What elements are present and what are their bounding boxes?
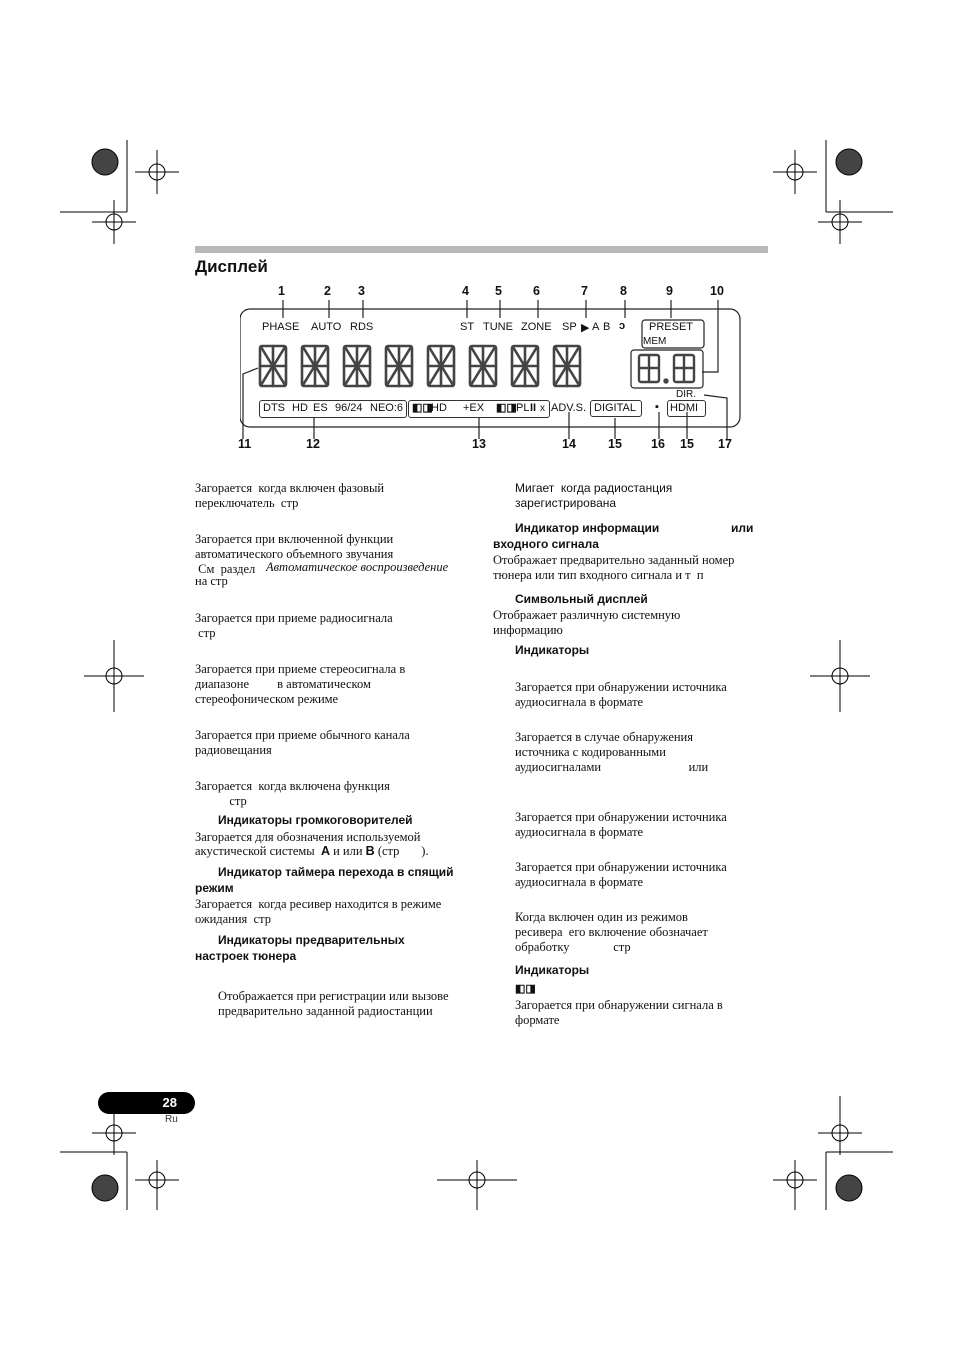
ind-mem: MEM <box>643 336 667 347</box>
desc-12d: Загорается при обнаружении источника аудиосигнала в формате <box>515 860 727 889</box>
ind-advs: ADV.S. <box>551 402 587 414</box>
desc-7b-b: B <box>365 844 375 858</box>
ind-dir: DIR. <box>676 389 696 400</box>
callout-8: 8 <box>620 284 627 298</box>
callout-9: 9 <box>666 284 673 298</box>
callout-12: 12 <box>306 437 320 451</box>
ind-pl: PL <box>516 402 530 414</box>
speaker-arrow-icon: ▶ <box>581 322 590 334</box>
callout-13: 13 <box>472 437 486 451</box>
ind-ex: +EX <box>463 402 485 414</box>
preset-digits <box>636 352 701 386</box>
desc-12c: Загорается при обнаружении источника аудиосигнала в формате <box>515 810 727 839</box>
heading-info-2: входного сигнала <box>493 537 599 551</box>
callout-16: 16 <box>651 437 665 451</box>
desc-13: Загорается при обнаружении сигнала в формате <box>515 998 723 1027</box>
desc-7b-3: (стр ). <box>374 844 429 858</box>
ind-b: B <box>603 321 611 333</box>
desc-7b-2: и или <box>329 844 366 858</box>
ind-zone: ZONE <box>521 321 552 333</box>
ind-digital: DIGITAL <box>594 402 636 414</box>
callout-10: 10 <box>710 284 724 298</box>
ind-96-24: 96/24 <box>335 402 363 414</box>
desc-12b: Загорается в случае обнаружения источника с кодированными аудиосигналами или <box>515 730 709 774</box>
callout-15a: 15 <box>608 437 622 451</box>
callout-7: 7 <box>581 284 588 298</box>
callout-2: 2 <box>324 284 331 298</box>
header-bar <box>195 246 768 253</box>
ind-dts: DTS <box>263 402 285 414</box>
ind-st: ST <box>460 321 475 333</box>
desc-12a: Загорается при обнаружении источника аудиосигнала в формате <box>515 680 727 709</box>
ind-pl2: II <box>530 402 537 414</box>
heading-info-or: или <box>731 521 754 535</box>
callout-11: 11 <box>238 437 252 451</box>
callout-3: 3 <box>358 284 365 298</box>
segment-digits <box>257 343 592 393</box>
callout-5: 5 <box>495 284 502 298</box>
callout-4: 4 <box>462 284 469 298</box>
sleep-icon: ↄ <box>619 320 626 332</box>
desc-11: Отображает различную системную информацию <box>493 608 681 637</box>
heading-info: Индикатор информации <box>515 521 660 535</box>
desc-9: Отображается при регистрации или вызове предварительно заданной радиостанции <box>218 989 449 1018</box>
page-lang: Ru <box>165 1114 178 1125</box>
ind-neo6: NEO:6 <box>370 402 404 414</box>
ind-hdmi: HDMI <box>670 402 699 414</box>
page-number-badge: 28 <box>98 1092 195 1114</box>
desc-4: Загорается при приеме стереосигнала в диапазоне в автоматическом стереофоническом режиме <box>195 662 406 706</box>
desc-7a: Загорается для обозначения используемой <box>195 830 421 844</box>
ind-dd-hd: HD <box>431 402 447 414</box>
dolby-mark-icon: ◧◨ <box>515 983 536 995</box>
desc-2: Загорается при включенной функции автоматического объемного звучания См раздел <box>195 532 394 576</box>
desc-5: Загорается при приеме обычного канала радиовещания <box>195 728 410 757</box>
desc-14: Когда включен один из режимов ресивера его включение обозначает обработку стр <box>515 910 708 954</box>
ind-preset: PRESET <box>649 321 694 333</box>
callout-14: 14 <box>562 437 576 451</box>
dolby-icon: ◧◨ <box>412 402 433 414</box>
heading-indicators-1: Индикаторы <box>515 643 590 657</box>
heading-indicators-2: Индикаторы <box>515 963 590 977</box>
desc-7b-a: A <box>320 844 330 858</box>
callout-1: 1 <box>278 284 285 298</box>
page-title: Дисплей <box>195 257 268 276</box>
callout-17: 17 <box>718 437 732 451</box>
callout-6: 6 <box>533 284 540 298</box>
desc-mem: Мигает когда радиостанция зарегистрирована <box>515 481 673 510</box>
ind-es: ES <box>313 402 328 414</box>
ind-auto: AUTO <box>311 321 342 333</box>
ind-phase: PHASE <box>262 321 300 333</box>
callout-15b: 15 <box>680 437 694 451</box>
ind-plx: x <box>540 403 545 414</box>
desc-8: Загорается когда ресивер находится в режиме ожидания стр <box>195 897 442 926</box>
heading-sleep: Индикатор таймера перехода в спящий режим <box>195 865 454 895</box>
ind-sp: SP <box>562 321 577 333</box>
heading-speakers: Индикаторы громкоговорителей <box>218 813 413 827</box>
heading-char: Символьный дисплей <box>515 592 648 606</box>
desc-7b-1: акустической системы <box>195 844 321 858</box>
ind-tune: TUNE <box>483 321 513 333</box>
heading-presets: Индикаторы предварительных настроек тюнера <box>195 933 405 963</box>
desc-7b <box>195 844 429 859</box>
desc-6: Загорается когда включена функция стр <box>195 779 390 808</box>
hdmi-dot-icon: ▪ <box>655 401 659 413</box>
desc-10: Отображает предварительно заданный номер тюнера или тип входного сигнала и т п <box>493 553 735 582</box>
ind-rds: RDS <box>350 321 374 333</box>
dolby-pl-icon: ◧◨ <box>496 402 517 414</box>
desc-2-ref: Автоматическое воспроизведение <box>266 560 449 574</box>
desc-3: Загорается при приеме радиосигнала стр <box>195 611 393 640</box>
ind-dts-hd: HD <box>292 402 308 414</box>
ind-a: A <box>592 321 600 333</box>
desc-1: Загорается когда включен фазовый переключатель стр <box>195 481 385 510</box>
desc-2-page: на стр <box>195 574 228 588</box>
character-display <box>257 343 592 397</box>
